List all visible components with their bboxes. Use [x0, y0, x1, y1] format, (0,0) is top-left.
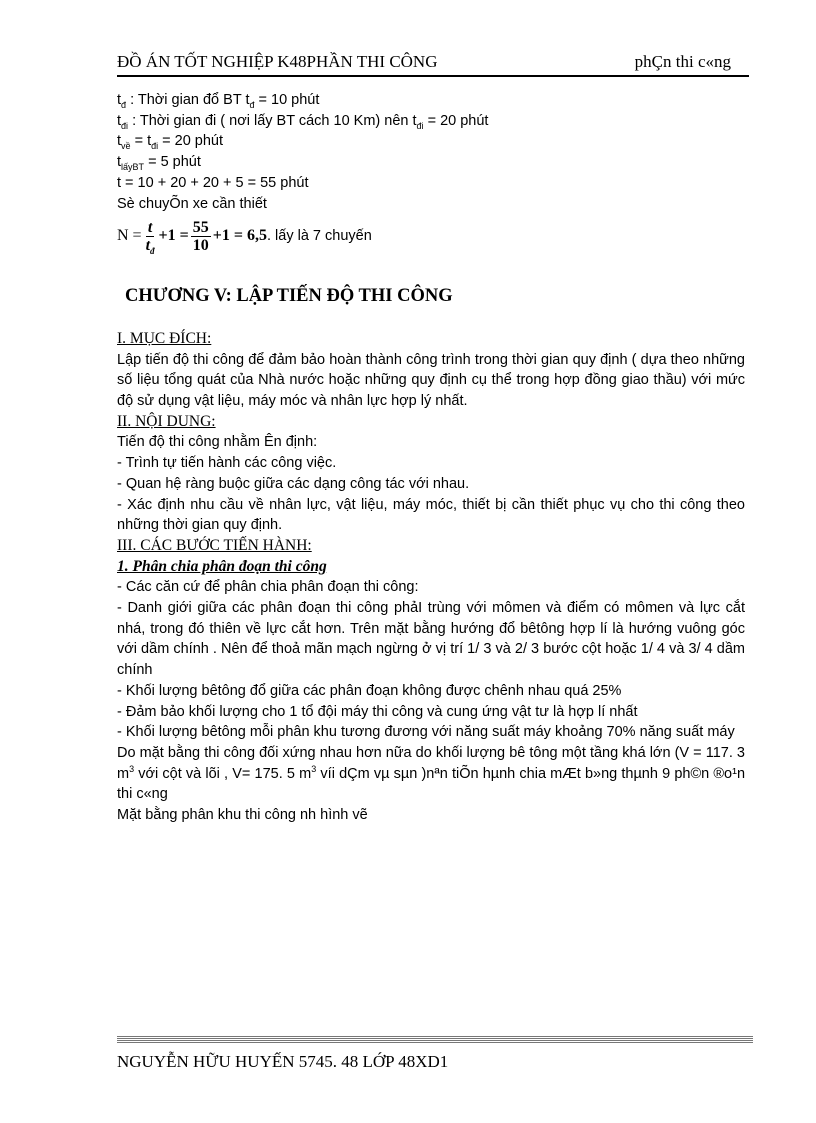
- line-tdi: $t_{đi}$ : Thời gian đi ( nơi lấy BT cách 10 Km) nên $t_{đi} = 20$ phút: [117, 112, 489, 131]
- chapter-title: CHƯƠNG V: LẬP TIẾN ĐỘ THI CÔNG: [125, 286, 453, 307]
- footer-rule: [117, 1036, 753, 1044]
- trips-formula: N = $\frac{t}{t_đ}$ +1 = $\frac{55}{10}$ +1 = 6,5 . lấy là 7 chuyến: [117, 218, 372, 256]
- section-steps-title: III. CÁC BƯỚC TIẾN HÀNH:: [117, 536, 312, 554]
- content-intro: Tiến độ thi công nhằm Ên định:: [117, 434, 318, 451]
- line-trips-label: Sè chuyÕn xe cần thiết: [117, 195, 267, 212]
- header-title: ĐỒ ÁN TỐT NGHIỆP K48PHẦN THI CÔNG: [117, 52, 438, 71]
- section-content-title: II. NỘI DUNG:: [117, 412, 216, 430]
- fraction-t-td: $\frac{t}{t_đ}$: [145, 218, 155, 256]
- document-body: [117, 90, 745, 826]
- steps-paragraph: - Đảm bảo khối lượng cho 1 tổ đội máy thi công và cung ứng vật tư là hợp lí nhất: [117, 703, 638, 720]
- line-t-total: t = 10 + 20 + 20 + 5 = 55 phút: [117, 174, 309, 191]
- line-td: $t_đ$ : Thời gian đổ BT $t_đ = 10$ phút: [117, 92, 320, 110]
- steps-paragraph: - Các căn cứ để phân chia phân đoạn thi công:: [117, 579, 419, 596]
- section-purpose-title: I. MỤC ĐÍCH:: [117, 329, 212, 347]
- header-rule: [117, 75, 749, 77]
- content-bullet: - Quan hệ ràng buộc giữa các dạng công tác với nhau.: [117, 475, 470, 492]
- subsection-title: 1. Phân chia phân đoạn thi công: [117, 557, 327, 575]
- steps-paragraph: Do mặt bằng thi công đối xứng nhau hơn nữa do khối lượng bê tông một tầng khá lớn (V = 117. 3 $m^3$ với cột và lõi , V= 175. 5 $m^3$ víi dÇm vµ sµn )nªn tiÕn hµnh chia mÆt b»ng thµnh 9 ph©n ®o¹n thi c«ng: [117, 744, 746, 803]
- header-section: phÇn thi c«ng: [634, 52, 731, 71]
- page-footer: NGUYỄN HỮU HUYẾN 5745. 48 LỚP 48XD1: [117, 1052, 449, 1071]
- content-bullet: - Trình tự tiến hành các công việc.: [117, 455, 337, 472]
- page-header: [117, 52, 749, 74]
- steps-paragraph: Mặt bằng phân khu thi công nh hình vẽ: [117, 807, 368, 824]
- steps-paragraph: - Khối lượng bêtông đổ giữa các phân đoạn không được chênh nhau quá 25%: [117, 682, 622, 699]
- steps-paragraph: - Danh giới giữa các phân đoạn thi công phảI trùng với mômen và điểm có mômen và lực cắt nhá, trong đó thiên về lực cắt hơn. Trên mặt bằng hướng đổ bêtông hợp lí là hướng vuông góc với dầm chính . Nên để thoả mãn mạch ngừng ở vị trí 1/ 3 và 2/ 3 bước cột hoặc 1/ 4 và 3/ 4 dầm chính: [117, 600, 745, 679]
- fraction-55-10: $\frac{55}{10}$: [192, 218, 209, 254]
- line-tlaybt: $t_{lấyBT} = 5$ phút: [117, 154, 201, 172]
- content-bullet: - Xác định nhu cầu về nhân lực, vật liệu, máy móc, thiết bị cần thiết phục vụ cho thi công theo những thời gian quy định.: [117, 496, 745, 534]
- steps-paragraph: - Khối lượng bêtông mỗi phân khu tương đương với năng suất máy khoảng 70% năng suất máy: [117, 724, 735, 741]
- line-tve: $t_{về} = t_{đi} = 20$ phút: [117, 133, 224, 152]
- section-purpose-body: Lập tiến độ thi công để đảm bảo hoàn thành công trình trong thời gian quy định ( dựa theo những số liệu tổng quát của Nhà nước hoặc những quy định cụ thể trong hợp đồng giao thầu) với mức độ sử dụng vật liệu, máy móc và nhân lực hợp lý nhất.: [117, 351, 745, 410]
